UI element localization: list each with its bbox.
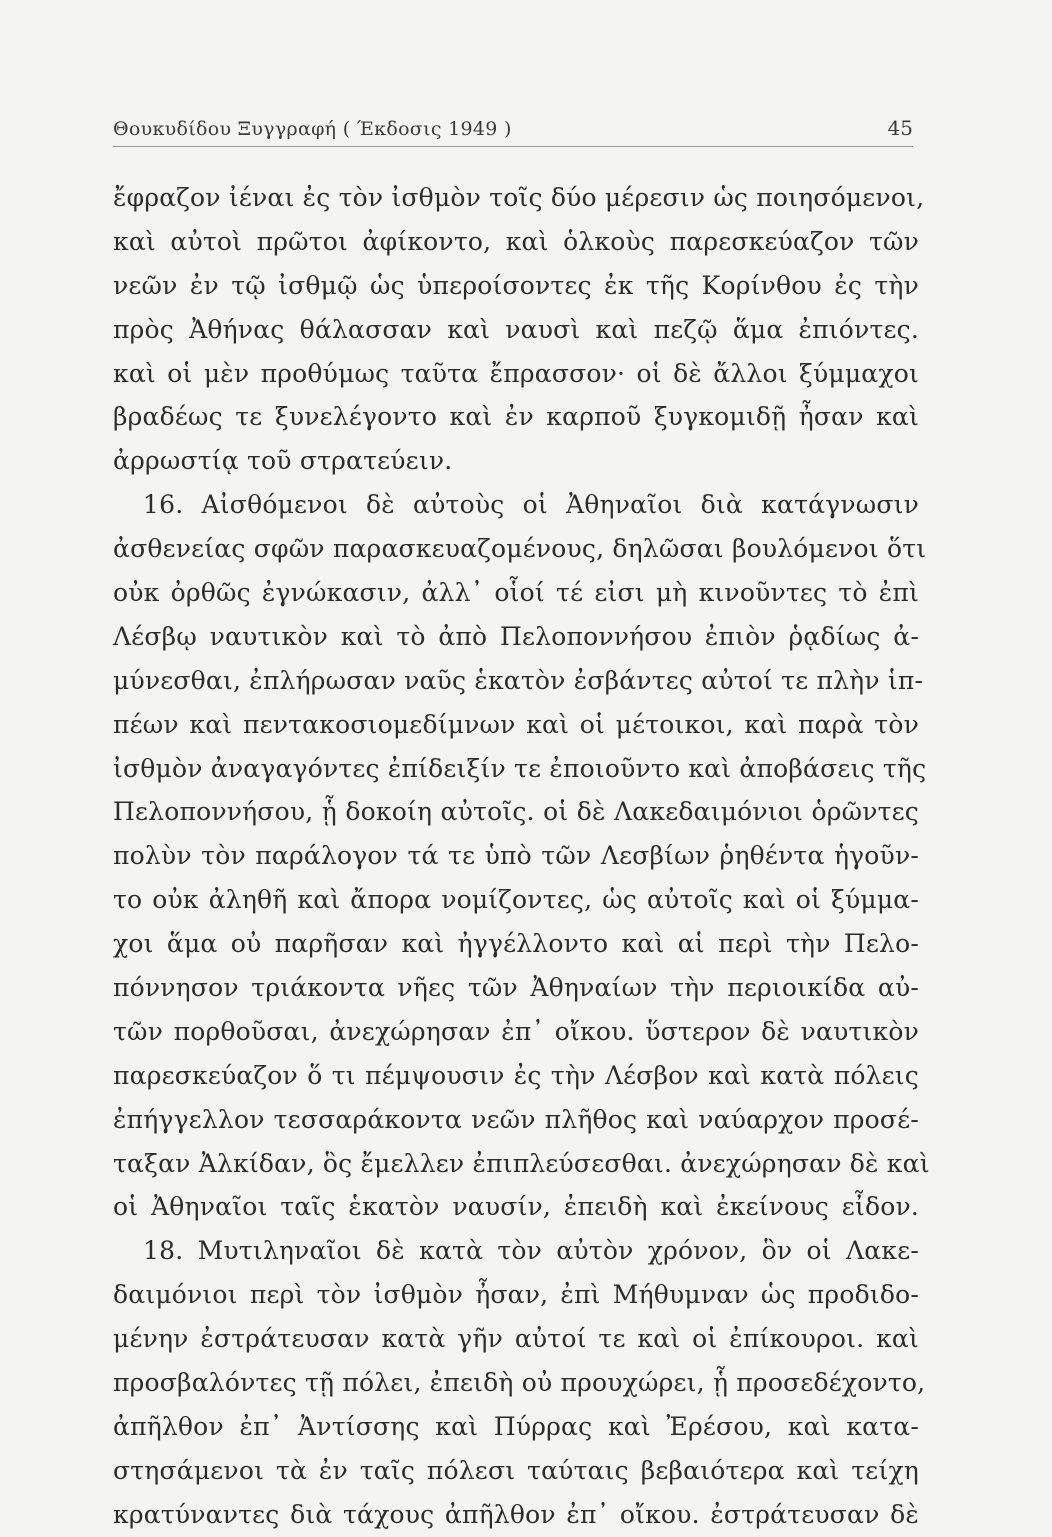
text-line: ἀσθενείας σφῶν παρασκευαζομένους, δηλῶσαι βουλόμενοι ὅτι: [113, 534, 927, 564]
body-text: [113, 176, 930, 1537]
text-line: πρὸς Ἀθήνας θάλασσαν καὶ ναυσὶ καὶ πεζῷ ἅμα ἐπιόντες.: [113, 314, 919, 344]
page-header: [113, 112, 913, 147]
text-line: πόννησον τριάκοντα νῆες τῶν Ἀθηναίων τὴν περιοικίδα αὐ-: [113, 973, 919, 1003]
text-line: τῶν πορθοῦσαι, ἀνεχώρησαν ἐπ᾽ οἴκου. ὕστερον δὲ ναυτικὸν: [113, 1016, 919, 1046]
text-line: ταξαν Ἀλκίδαν, ὃς ἔμελλεν ἐπιπλεύσεσθαι. ἀνεχώρησαν δὲ καὶ: [113, 1148, 930, 1178]
text-line: προσβαλόντες τῇ πόλει, ἐπειδὴ οὐ προυχώρει, ᾗ προσεδέχοντο,: [113, 1368, 926, 1398]
text-line: καὶ οἱ μὲν προθύμως ταῦτα ἔπρασσον· οἱ δὲ ἄλλοι ξύμμαχοι: [113, 358, 919, 388]
text-line: καὶ αὐτοὶ πρῶτοι ἀφίκοντο, καὶ ὁλκοὺς παρεσκεύαζον τῶν: [113, 226, 919, 256]
text-line: ἀπῆλθον ἐπ᾽ Ἀντίσσης καὶ Πύρρας καὶ Ἐρέσου, καὶ κατα-: [113, 1411, 919, 1441]
text-line: νεῶν ἐν τῷ ἰσθμῷ ὡς ὑπεροίσοντες ἐκ τῆς Κορίνθου ἐς τὴν: [113, 270, 919, 300]
text-line: ἀρρωστίᾳ τοῦ στρατεύειν.: [113, 446, 453, 476]
text-line: οὐκ ὀρθῶς ἐγνώκασιν, ἀλλ᾽ οἷοί τέ εἰσι μὴ κινοῦντες τὸ ἐπὶ: [113, 578, 919, 608]
page-number: 45: [887, 116, 913, 140]
text-line: παρεσκεύαζον ὅ τι πέμψουσιν ἐς τὴν Λέσβον καὶ κατὰ πόλεις: [113, 1060, 919, 1090]
text-line: στησάμενοι τὰ ἐν ταῖς πόλεσι ταύταις βεβαιότερα καὶ τείχη: [113, 1455, 919, 1485]
text-line: το οὐκ ἀληθῆ καὶ ἄπορα νομίζοντες, ὡς αὐτοῖς καὶ οἱ ξύμμα-: [113, 885, 919, 915]
running-title: Θουκυδίδου Ξυγγραφή ( Έκδοσις 1949 ): [113, 118, 512, 140]
section-start-18: 18. Μυτιληναῖοι δὲ κατὰ τὸν αὐτὸν χρόνον, ὃν οἱ Λακε-: [143, 1236, 919, 1266]
text-line: κρατύναντες διὰ τάχους ἀπῆλθον ἐπ᾽ οἴκου. ἐστράτευσαν δὲ: [113, 1499, 919, 1529]
section-start-16: 16. Αἰσθόμενοι δὲ αὐτοὺς οἱ Ἀθηναῖοι διὰ κατάγνωσιν: [143, 490, 919, 520]
text-line: μύνεσθαι, ἐπλήρωσαν ναῦς ἑκατὸν ἐσβάντες αὐτοί τε πλὴν ἱπ-: [113, 665, 924, 695]
text-line: δαιμόνιοι περὶ τὸν ἰσθμὸν ἦσαν, ἐπὶ Μήθυμναν ὡς προδιδο-: [113, 1280, 919, 1310]
text-line: μένην ἐστράτευσαν κατὰ γῆν αὐτοί τε καὶ οἱ ἐπίκουροι. καὶ: [113, 1324, 919, 1354]
text-line: χοι ἅμα οὐ παρῆσαν καὶ ἠγγέλλοντο καὶ αἱ περὶ τὴν Πελο-: [113, 929, 919, 959]
text-line: ἐπήγγελλον τεσσαράκοντα νεῶν πλῆθος καὶ ναύαρχον προσέ-: [113, 1104, 919, 1134]
text-line: πέων καὶ πεντακοσιομεδίμνων καὶ οἱ μέτοικοι, καὶ παρὰ τὸν: [113, 709, 919, 739]
text-line: βραδέως τε ξυνελέγοντο καὶ ἐν καρποῦ ξυγκομιδῇ ἦσαν καὶ: [113, 402, 919, 432]
text-line: οἱ Ἀθηναῖοι ταῖς ἑκατὸν ναυσίν, ἐπειδὴ καὶ ἐκείνους εἶδον.: [113, 1192, 919, 1222]
text-line: Λέσβῳ ναυτικὸν καὶ τὸ ἀπὸ Πελοποννήσου ἐπιὸν ῥᾳδίως ἀ-: [113, 621, 919, 651]
text-line: πολὺν τὸν παράλογον τά τε ὑπὸ τῶν Λεσβίων ῥηθέντα ἡγοῦν-: [113, 841, 919, 871]
text-line: ἰσθμὸν ἀναγαγόντες ἐπίδειξίν τε ἐποιοῦντο καὶ ἀποβάσεις τῆς: [113, 753, 927, 783]
text-line: Πελοποννήσου, ᾗ δοκοίη αὐτοῖς. οἱ δὲ Λακεδαιμόνιοι ὁρῶντες: [113, 797, 919, 827]
text-line: ἔφραζον ἰέναι ἐς τὸν ἰσθμὸν τοῖς δύο μέρεσιν ὡς ποιησόμενοι,: [113, 183, 925, 212]
